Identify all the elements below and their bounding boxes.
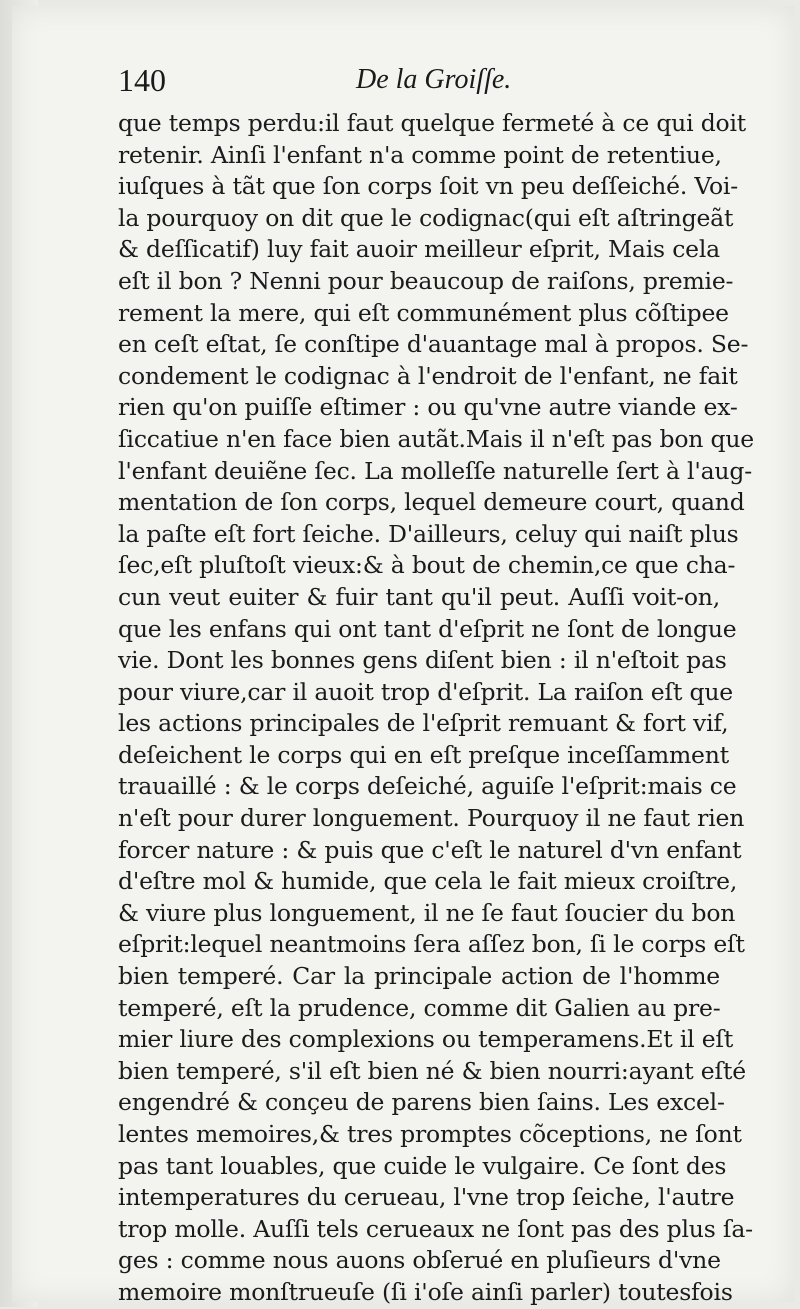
text-line: rement la mere, qui eſt communément plus cõſtipee [118,298,729,327]
text-line: engendré & conçeu de parens bien ſains. Les excel- [118,1088,725,1117]
text-line: que temps perdu:il faut quelque fermeté à ce qui doit [118,109,747,137]
text-line: temperé, eſt la prudence, comme dit Galien au pre- [118,993,721,1022]
text-line: retenir. Ainſi l'enfant n'a comme point de retentiue, [118,140,722,169]
text-line: mentation de ſon corps, lequel demeure court, quand [118,488,745,517]
text-line: & viure plus longuement, il ne ſe faut ſoucier du bon [118,898,736,927]
text-line: vie. Dont les bonnes gens diſent bien : il n'eſtoit pas [118,646,727,675]
text-line: que les enfans qui ont tant d'eſprit ne ſont de longue [118,614,737,643]
text-line: la paſte eſt fort ſeiche. D'ailleurs, celuy qui naiſt plus [118,519,739,548]
page-number: 140 [118,62,166,98]
text-line: en ceſt eſtat, ſe conſtipe d'auantage mal à propos. Se- [118,330,749,359]
text-line: intemperatures du cerueau, l'vne trop ſeiche, l'autre [118,1183,735,1212]
text-line: rien qu'on puiſſe eſtimer : ou qu'vne autre viande ex- [118,393,738,422]
text-line: bien temperé, s'il eſt bien né & bien nourri:ayant eſté [118,1056,746,1085]
text-line: lentes memoires,& tres promptes cõceptions, ne ſont [118,1120,742,1148]
text-line: ges : comme nous auons obſerué en pluſieurs d'vne [118,1246,721,1275]
text-line: trop molle. Auſſi tels cerueaux ne ſont pas des plus ſa- [118,1214,753,1243]
text-line: les actions principales de l'eſprit remuant & fort vif, [118,709,729,738]
text-line: ſiccatiue n'en face bien autãt.Mais il n'eſt pas bon que [118,424,754,453]
body-text [118,108,754,1309]
text-line: eſprit:lequel neantmoins ſera aſſez bon, ſi le corps eſt [118,930,745,959]
running-title: De la Groiſſe. [356,64,512,95]
text-line: ſec,eſt pluſtoſt vieux:& à bout de chemin,ce que cha- [118,551,736,580]
text-line: trauaillé : & le corps deſeiché, aguiſe l'eſprit:mais ce [118,772,737,801]
text-line: cun veut euiter & fuir tant qu'il peut. Auſſi voit-on, [118,582,720,611]
text-line: condement le codignac à l'endroit de l'enfant, ne fait [118,361,738,390]
text-line: forcer nature : & puis que c'eſt le naturel d'vn enfant [118,835,742,864]
text-line: pour viure,car il auoit trop d'eſprit. La raiſon eſt que [118,677,733,706]
text-line: l'enfant deuiẽne ſec. La molleſſe naturelle ſert à l'aug- [118,456,752,485]
text-line: bien temperé. Car la principale action de l'homme [118,962,720,991]
text-line: la pourquoy on dit que le codignac(qui eſt aſtringeãt [118,203,734,232]
text-line: iuſques à tãt que ſon corps ſoit vn peu deſſeiché. Voi- [118,172,738,201]
text-line: d'eſtre mol & humide, que cela le fait mieux croiſtre, [118,867,738,896]
text-line: pas tant louables, que cuide le vulgaire. Ce ſont des [118,1151,727,1180]
text-line: mier liure des complexions ou temperamens.Et il eſt [118,1025,734,1054]
text-line: n'eſt pour durer longuement. Pourquoy il ne faut rien [118,804,745,833]
text-line: & deſſicatif) luy fait auoir meilleur eſprit, Mais cela [118,235,720,264]
page-header [118,62,738,102]
text-line: eſt il bon ? Nenni pour beaucoup de raiſons, premie- [118,266,734,295]
text-line: memoire monſtrueuſe (ſi i'oſe ainſi parler) toutesfois [118,1277,733,1306]
text-line: deſeichent le corps qui en eſt preſque inceſſamment [118,740,729,769]
